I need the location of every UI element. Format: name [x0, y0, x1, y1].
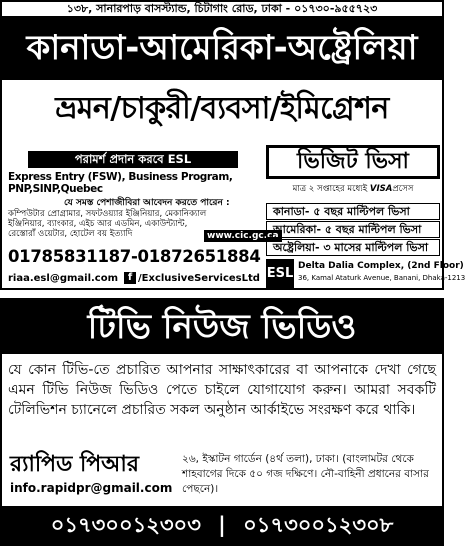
company-email[interactable]: info.rapidpr@gmail.com: [10, 481, 173, 495]
top-address: ১৩৮, সানারপাড় বাসস্ট্যান্ড, চিটাগাং রোড, ঢাকা - ০১৭৩০-৯৫৫৭২৩: [66, 2, 378, 15]
visa-row-usa: আমেরিকা- ৫ বছর মাল্টিপল ভিসা: [266, 221, 440, 238]
phone-numbers: 01785831187-01872651884: [8, 247, 261, 266]
office-name: Delta Dalia Complex, (2nd Floor): [298, 261, 464, 271]
professions-list: কম্পিউটার প্রোগ্রামার, সফটওয়্যার ইঞ্জিনিয়ার, মেকানিক্যাল ইঞ্জিনিয়ার, ব্যাংকার, এইচ আর এডমিন, একাউন্ট্যান্ট, রেস্তোরাঁ ওয়েটার, হোটেল বয় ইত্যাদি: [8, 209, 207, 239]
services-heading: ভ্রমন/চাকুরী/ব্যবসা/ইমিগ্রেশন: [55, 91, 389, 126]
facebook-link[interactable]: /ExclusiveServicesLtd: [138, 273, 260, 284]
tv-news-ad: [0, 298, 444, 546]
contact-row: [8, 270, 276, 287]
phone-1: ০১৭৩০০১২৩০৩: [50, 513, 201, 537]
visa-note-text: মাত্র ২ সপ্তাহের মধ্যেই: [292, 184, 368, 194]
facebook-icon: f: [124, 272, 136, 284]
countries-banner: কানাডা-আমেরিকা-অষ্ট্রেলিয়া: [2, 16, 442, 80]
website-link[interactable]: www.cic.gc.ca: [204, 230, 282, 242]
company-name: র‍্যাপিড পিআর: [10, 452, 139, 477]
office-street: 36, Kamal Ataturk Avenue, Banani, Dhaka-1213: [298, 274, 465, 282]
phone-2: ০১৭৩০০১২৩০৮: [243, 513, 394, 537]
esl-logo: ESL: [266, 259, 294, 288]
tv-news-body: যে কোন টিভি-তে প্রচারিত আপনার সাক্ষাৎকারের বা আপনাকে দেখা গেছে এমন টিভি নিউজ ভিডিও পেতে চাইলে যোগাযোগ করুন। আমরা সবকটি টেলিভিশন চ্যানেলে প্রচারিত সকল অনুষ্ঠান আর্কাইভে সংরক্ষণ করে থাকি।: [8, 362, 436, 418]
phone-divider: |: [218, 513, 226, 537]
email-link[interactable]: riaa.esl@gmail.com: [8, 273, 119, 284]
consult-header: পরামর্শ প্রদান করবে ESL: [28, 151, 238, 168]
visa-row-canada: কানাডা- ৫ বছর মাল্টিপল ভিসা: [266, 203, 440, 220]
programs-text: Express Entry (FSW), Business Program, PNP,SINP,Quebec: [8, 171, 233, 195]
visa-brand: VISA: [369, 184, 393, 194]
visa-note: [266, 183, 440, 195]
office-address: [298, 260, 465, 284]
visa-row-australia: অষ্ট্রেলিয়া- ৩ মাসের মাল্টিপল ভিসা: [266, 239, 440, 256]
visit-visa-heading: ভিজিট ভিসা: [266, 145, 440, 179]
phone-bar: [2, 506, 442, 544]
visa-note-suffix: প্রসেস: [392, 184, 414, 194]
apply-heading: যে সমস্ত পেশাজীবিরা আবেদন করতে পারেন :: [64, 198, 230, 208]
company-address: ২৬, ইস্কাটন গার্ডেন (৪র্থ তলা), ঢাকা। (বাংলামটর থেকে শাহবাগের দিকে ৫০ গজ দক্ষিণে। নৌ-বাহিনী প্রধানের বাসার পেছনে)।: [182, 453, 429, 495]
tv-news-title: টিভি নিউজ ভিডিও: [2, 300, 442, 354]
